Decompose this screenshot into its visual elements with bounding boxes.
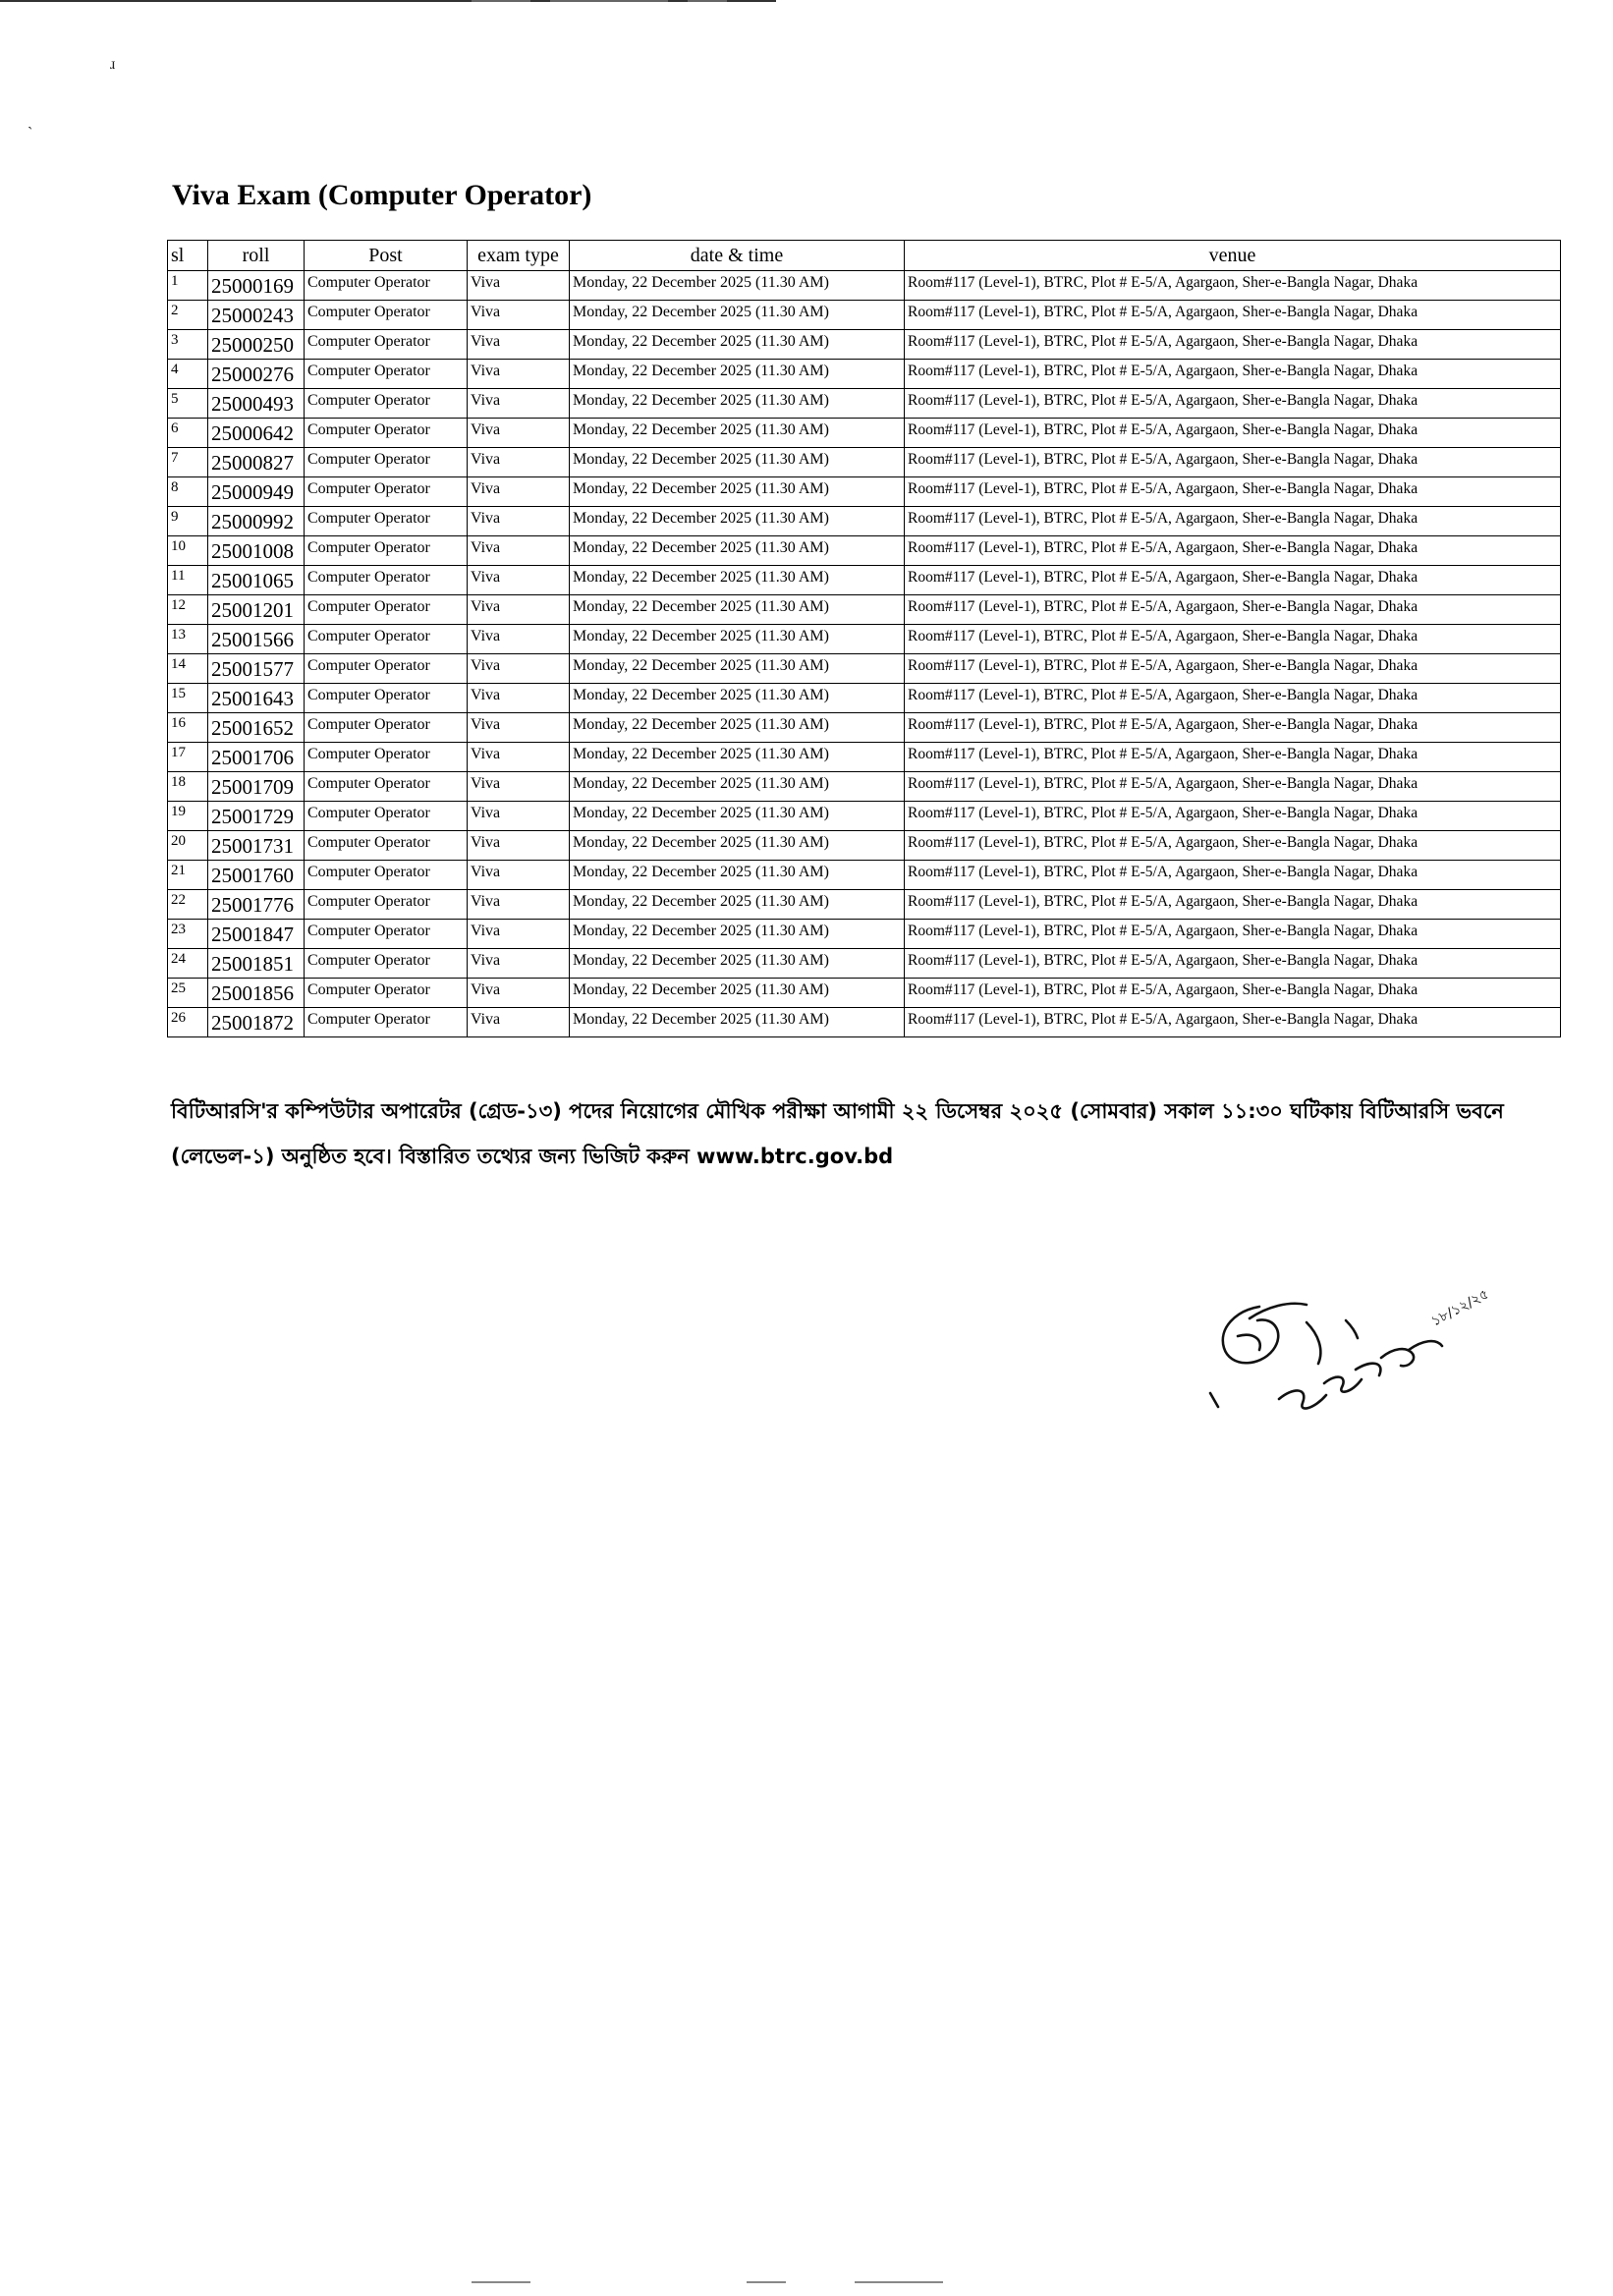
cell-date-time: Monday, 22 December 2025 (11.30 AM) bbox=[570, 477, 905, 507]
cell-date-time: Monday, 22 December 2025 (11.30 AM) bbox=[570, 890, 905, 920]
cell-venue: Room#117 (Level-1), BTRC, Plot # E-5/A, Agargaon, Sher-e-Bangla Nagar, Dhaka bbox=[905, 507, 1561, 536]
cell-exam-type: Viva bbox=[468, 360, 570, 389]
scan-edge-dash bbox=[688, 0, 727, 2]
cell-sl: 3 bbox=[168, 330, 208, 360]
cell-venue: Room#117 (Level-1), BTRC, Plot # E-5/A, Agargaon, Sher-e-Bangla Nagar, Dhaka bbox=[905, 419, 1561, 448]
table-row bbox=[168, 477, 1561, 507]
scan-speck: ˎ bbox=[28, 113, 33, 130]
header-date-time: date & time bbox=[570, 241, 905, 271]
cell-date-time: Monday, 22 December 2025 (11.30 AM) bbox=[570, 448, 905, 477]
table-row bbox=[168, 979, 1561, 1008]
cell-roll: 25001643 bbox=[208, 684, 305, 713]
cell-date-time: Monday, 22 December 2025 (11.30 AM) bbox=[570, 566, 905, 595]
table-row bbox=[168, 1008, 1561, 1037]
cell-sl: 19 bbox=[168, 802, 208, 831]
cell-date-time: Monday, 22 December 2025 (11.30 AM) bbox=[570, 920, 905, 949]
cell-roll: 25001856 bbox=[208, 979, 305, 1008]
cell-post: Computer Operator bbox=[305, 448, 468, 477]
cell-exam-type: Viva bbox=[468, 949, 570, 979]
cell-date-time: Monday, 22 December 2025 (11.30 AM) bbox=[570, 536, 905, 566]
cell-post: Computer Operator bbox=[305, 477, 468, 507]
cell-venue: Room#117 (Level-1), BTRC, Plot # E-5/A, Agargaon, Sher-e-Bangla Nagar, Dhaka bbox=[905, 831, 1561, 861]
table-row bbox=[168, 625, 1561, 654]
cell-post: Computer Operator bbox=[305, 949, 468, 979]
cell-roll: 25000949 bbox=[208, 477, 305, 507]
cell-exam-type: Viva bbox=[468, 448, 570, 477]
table-row bbox=[168, 743, 1561, 772]
cell-roll: 25000169 bbox=[208, 271, 305, 301]
cell-sl: 20 bbox=[168, 831, 208, 861]
cell-exam-type: Viva bbox=[468, 301, 570, 330]
cell-roll: 25000827 bbox=[208, 448, 305, 477]
table-row bbox=[168, 389, 1561, 419]
cell-exam-type: Viva bbox=[468, 566, 570, 595]
cell-roll: 25000250 bbox=[208, 330, 305, 360]
cell-exam-type: Viva bbox=[468, 595, 570, 625]
cell-venue: Room#117 (Level-1), BTRC, Plot # E-5/A, Agargaon, Sher-e-Bangla Nagar, Dhaka bbox=[905, 448, 1561, 477]
cell-venue: Room#117 (Level-1), BTRC, Plot # E-5/A, Agargaon, Sher-e-Bangla Nagar, Dhaka bbox=[905, 301, 1561, 330]
cell-sl: 23 bbox=[168, 920, 208, 949]
cell-venue: Room#117 (Level-1), BTRC, Plot # E-5/A, Agargaon, Sher-e-Bangla Nagar, Dhaka bbox=[905, 536, 1561, 566]
cell-post: Computer Operator bbox=[305, 360, 468, 389]
cell-post: Computer Operator bbox=[305, 979, 468, 1008]
cell-exam-type: Viva bbox=[468, 920, 570, 949]
cell-date-time: Monday, 22 December 2025 (11.30 AM) bbox=[570, 654, 905, 684]
cell-exam-type: Viva bbox=[468, 684, 570, 713]
table-row bbox=[168, 772, 1561, 802]
cell-sl: 11 bbox=[168, 566, 208, 595]
cell-post: Computer Operator bbox=[305, 831, 468, 861]
cell-venue: Room#117 (Level-1), BTRC, Plot # E-5/A, Agargaon, Sher-e-Bangla Nagar, Dhaka bbox=[905, 654, 1561, 684]
cell-roll: 25000243 bbox=[208, 301, 305, 330]
cell-exam-type: Viva bbox=[468, 654, 570, 684]
cell-exam-type: Viva bbox=[468, 625, 570, 654]
cell-roll: 25001706 bbox=[208, 743, 305, 772]
cell-post: Computer Operator bbox=[305, 625, 468, 654]
cell-date-time: Monday, 22 December 2025 (11.30 AM) bbox=[570, 419, 905, 448]
cell-roll: 25000493 bbox=[208, 389, 305, 419]
cell-exam-type: Viva bbox=[468, 536, 570, 566]
scan-edge-dash bbox=[472, 0, 530, 2]
cell-roll: 25001709 bbox=[208, 772, 305, 802]
cell-venue: Room#117 (Level-1), BTRC, Plot # E-5/A, Agargaon, Sher-e-Bangla Nagar, Dhaka bbox=[905, 979, 1561, 1008]
cell-date-time: Monday, 22 December 2025 (11.30 AM) bbox=[570, 301, 905, 330]
cell-roll: 25001201 bbox=[208, 595, 305, 625]
handwritten-signature bbox=[1198, 1277, 1492, 1444]
table-row bbox=[168, 595, 1561, 625]
bangla-notice: বিটিআরসি'র কম্পিউটার অপারেটর (গ্রেড-১৩) পদের নিয়োগের মৌখিক পরীক্ষা আগামী ২২ ডিসেম্বর ২০২৫ (সোমবার) সকাল ১১:৩০ ঘটিকায় বিটিআরসি ভবনে (লেভেল-১) অনুষ্ঠিত হবে। বিস্তারিত তথ্যের জন্য ভিজিট করুন www.btrc.gov.bd bbox=[171, 1099, 1504, 1168]
table-row bbox=[168, 890, 1561, 920]
cell-date-time: Monday, 22 December 2025 (11.30 AM) bbox=[570, 1008, 905, 1037]
table-row bbox=[168, 271, 1561, 301]
cell-post: Computer Operator bbox=[305, 802, 468, 831]
cell-venue: Room#117 (Level-1), BTRC, Plot # E-5/A, Agargaon, Sher-e-Bangla Nagar, Dhaka bbox=[905, 477, 1561, 507]
cell-date-time: Monday, 22 December 2025 (11.30 AM) bbox=[570, 949, 905, 979]
cell-post: Computer Operator bbox=[305, 507, 468, 536]
cell-date-time: Monday, 22 December 2025 (11.30 AM) bbox=[570, 861, 905, 890]
header-roll: roll bbox=[208, 241, 305, 271]
cell-sl: 8 bbox=[168, 477, 208, 507]
cell-sl: 9 bbox=[168, 507, 208, 536]
table-row bbox=[168, 360, 1561, 389]
cell-sl: 18 bbox=[168, 772, 208, 802]
document-title: Viva Exam (Computer Operator) bbox=[172, 179, 592, 211]
cell-sl: 21 bbox=[168, 861, 208, 890]
cell-date-time: Monday, 22 December 2025 (11.30 AM) bbox=[570, 360, 905, 389]
cell-roll: 25001731 bbox=[208, 831, 305, 861]
cell-sl: 6 bbox=[168, 419, 208, 448]
cell-roll: 25001008 bbox=[208, 536, 305, 566]
cell-venue: Room#117 (Level-1), BTRC, Plot # E-5/A, Agargaon, Sher-e-Bangla Nagar, Dhaka bbox=[905, 920, 1561, 949]
cell-roll: 25000642 bbox=[208, 419, 305, 448]
cell-date-time: Monday, 22 December 2025 (11.30 AM) bbox=[570, 389, 905, 419]
cell-sl: 25 bbox=[168, 979, 208, 1008]
cell-venue: Room#117 (Level-1), BTRC, Plot # E-5/A, Agargaon, Sher-e-Bangla Nagar, Dhaka bbox=[905, 566, 1561, 595]
cell-exam-type: Viva bbox=[468, 1008, 570, 1037]
cell-venue: Room#117 (Level-1), BTRC, Plot # E-5/A, Agargaon, Sher-e-Bangla Nagar, Dhaka bbox=[905, 1008, 1561, 1037]
cell-roll: 25000992 bbox=[208, 507, 305, 536]
cell-post: Computer Operator bbox=[305, 743, 468, 772]
cell-post: Computer Operator bbox=[305, 861, 468, 890]
signature-date: ১৮/১২/২৫ bbox=[1428, 1286, 1492, 1330]
cell-sl: 1 bbox=[168, 271, 208, 301]
cell-exam-type: Viva bbox=[468, 861, 570, 890]
cell-post: Computer Operator bbox=[305, 713, 468, 743]
table-body bbox=[168, 271, 1561, 1037]
cell-venue: Room#117 (Level-1), BTRC, Plot # E-5/A, Agargaon, Sher-e-Bangla Nagar, Dhaka bbox=[905, 890, 1561, 920]
cell-post: Computer Operator bbox=[305, 536, 468, 566]
cell-date-time: Monday, 22 December 2025 (11.30 AM) bbox=[570, 772, 905, 802]
cell-post: Computer Operator bbox=[305, 389, 468, 419]
scan-edge-dash bbox=[855, 2281, 943, 2283]
cell-exam-type: Viva bbox=[468, 802, 570, 831]
cell-exam-type: Viva bbox=[468, 831, 570, 861]
table-row bbox=[168, 301, 1561, 330]
table-row bbox=[168, 861, 1561, 890]
cell-date-time: Monday, 22 December 2025 (11.30 AM) bbox=[570, 271, 905, 301]
cell-post: Computer Operator bbox=[305, 654, 468, 684]
header-exam-type: exam type bbox=[468, 241, 570, 271]
cell-date-time: Monday, 22 December 2025 (11.30 AM) bbox=[570, 595, 905, 625]
cell-venue: Room#117 (Level-1), BTRC, Plot # E-5/A, Agargaon, Sher-e-Bangla Nagar, Dhaka bbox=[905, 743, 1561, 772]
cell-roll: 25001851 bbox=[208, 949, 305, 979]
cell-exam-type: Viva bbox=[468, 507, 570, 536]
cell-exam-type: Viva bbox=[468, 477, 570, 507]
cell-venue: Room#117 (Level-1), BTRC, Plot # E-5/A, Agargaon, Sher-e-Bangla Nagar, Dhaka bbox=[905, 271, 1561, 301]
cell-sl: 15 bbox=[168, 684, 208, 713]
cell-roll: 25001065 bbox=[208, 566, 305, 595]
cell-venue: Room#117 (Level-1), BTRC, Plot # E-5/A, Agargaon, Sher-e-Bangla Nagar, Dhaka bbox=[905, 595, 1561, 625]
cell-venue: Room#117 (Level-1), BTRC, Plot # E-5/A, Agargaon, Sher-e-Bangla Nagar, Dhaka bbox=[905, 330, 1561, 360]
cell-post: Computer Operator bbox=[305, 595, 468, 625]
cell-sl: 2 bbox=[168, 301, 208, 330]
cell-venue: Room#117 (Level-1), BTRC, Plot # E-5/A, Agargaon, Sher-e-Bangla Nagar, Dhaka bbox=[905, 772, 1561, 802]
cell-post: Computer Operator bbox=[305, 419, 468, 448]
cell-post: Computer Operator bbox=[305, 271, 468, 301]
cell-sl: 22 bbox=[168, 890, 208, 920]
table-row bbox=[168, 448, 1561, 477]
cell-post: Computer Operator bbox=[305, 772, 468, 802]
cell-sl: 26 bbox=[168, 1008, 208, 1037]
scan-edge-dash bbox=[472, 2281, 530, 2283]
cell-date-time: Monday, 22 December 2025 (11.30 AM) bbox=[570, 713, 905, 743]
cell-date-time: Monday, 22 December 2025 (11.30 AM) bbox=[570, 684, 905, 713]
cell-exam-type: Viva bbox=[468, 743, 570, 772]
cell-post: Computer Operator bbox=[305, 330, 468, 360]
cell-roll: 25001872 bbox=[208, 1008, 305, 1037]
table-row bbox=[168, 507, 1561, 536]
cell-post: Computer Operator bbox=[305, 684, 468, 713]
table-row bbox=[168, 654, 1561, 684]
cell-exam-type: Viva bbox=[468, 713, 570, 743]
scan-speck: ɹ bbox=[110, 56, 116, 73]
cell-date-time: Monday, 22 December 2025 (11.30 AM) bbox=[570, 507, 905, 536]
cell-date-time: Monday, 22 December 2025 (11.30 AM) bbox=[570, 802, 905, 831]
cell-date-time: Monday, 22 December 2025 (11.30 AM) bbox=[570, 625, 905, 654]
cell-post: Computer Operator bbox=[305, 566, 468, 595]
cell-venue: Room#117 (Level-1), BTRC, Plot # E-5/A, Agargaon, Sher-e-Bangla Nagar, Dhaka bbox=[905, 802, 1561, 831]
cell-venue: Room#117 (Level-1), BTRC, Plot # E-5/A, Agargaon, Sher-e-Bangla Nagar, Dhaka bbox=[905, 861, 1561, 890]
table-row bbox=[168, 920, 1561, 949]
table-row bbox=[168, 684, 1561, 713]
cell-sl: 17 bbox=[168, 743, 208, 772]
cell-sl: 13 bbox=[168, 625, 208, 654]
cell-venue: Room#117 (Level-1), BTRC, Plot # E-5/A, Agargaon, Sher-e-Bangla Nagar, Dhaka bbox=[905, 389, 1561, 419]
table-header-row bbox=[168, 241, 1561, 271]
cell-exam-type: Viva bbox=[468, 772, 570, 802]
viva-exam-table bbox=[167, 240, 1561, 1037]
cell-roll: 25001847 bbox=[208, 920, 305, 949]
cell-date-time: Monday, 22 December 2025 (11.30 AM) bbox=[570, 831, 905, 861]
header-post: Post bbox=[305, 241, 468, 271]
cell-roll: 25000276 bbox=[208, 360, 305, 389]
cell-venue: Room#117 (Level-1), BTRC, Plot # E-5/A, Agargaon, Sher-e-Bangla Nagar, Dhaka bbox=[905, 360, 1561, 389]
cell-sl: 7 bbox=[168, 448, 208, 477]
table-row bbox=[168, 802, 1561, 831]
header-sl: sl bbox=[168, 241, 208, 271]
cell-sl: 4 bbox=[168, 360, 208, 389]
cell-post: Computer Operator bbox=[305, 1008, 468, 1037]
cell-date-time: Monday, 22 December 2025 (11.30 AM) bbox=[570, 979, 905, 1008]
header-venue: venue bbox=[905, 241, 1561, 271]
table-row bbox=[168, 949, 1561, 979]
cell-venue: Room#117 (Level-1), BTRC, Plot # E-5/A, Agargaon, Sher-e-Bangla Nagar, Dhaka bbox=[905, 713, 1561, 743]
table-row bbox=[168, 713, 1561, 743]
table-row bbox=[168, 419, 1561, 448]
cell-exam-type: Viva bbox=[468, 890, 570, 920]
cell-exam-type: Viva bbox=[468, 979, 570, 1008]
table-row bbox=[168, 566, 1561, 595]
table-row bbox=[168, 330, 1561, 360]
cell-roll: 25001566 bbox=[208, 625, 305, 654]
cell-roll: 25001776 bbox=[208, 890, 305, 920]
cell-roll: 25001577 bbox=[208, 654, 305, 684]
cell-sl: 5 bbox=[168, 389, 208, 419]
table-row bbox=[168, 831, 1561, 861]
cell-post: Computer Operator bbox=[305, 920, 468, 949]
cell-roll: 25001729 bbox=[208, 802, 305, 831]
cell-exam-type: Viva bbox=[468, 419, 570, 448]
cell-venue: Room#117 (Level-1), BTRC, Plot # E-5/A, Agargaon, Sher-e-Bangla Nagar, Dhaka bbox=[905, 625, 1561, 654]
cell-date-time: Monday, 22 December 2025 (11.30 AM) bbox=[570, 330, 905, 360]
scan-edge-dash bbox=[550, 0, 668, 2]
cell-sl: 24 bbox=[168, 949, 208, 979]
scan-edge-dash bbox=[747, 2281, 786, 2283]
cell-exam-type: Viva bbox=[468, 330, 570, 360]
cell-exam-type: Viva bbox=[468, 271, 570, 301]
cell-exam-type: Viva bbox=[468, 389, 570, 419]
cell-venue: Room#117 (Level-1), BTRC, Plot # E-5/A, Agargaon, Sher-e-Bangla Nagar, Dhaka bbox=[905, 684, 1561, 713]
cell-post: Computer Operator bbox=[305, 301, 468, 330]
cell-sl: 16 bbox=[168, 713, 208, 743]
cell-sl: 14 bbox=[168, 654, 208, 684]
cell-roll: 25001652 bbox=[208, 713, 305, 743]
cell-sl: 12 bbox=[168, 595, 208, 625]
table-row bbox=[168, 536, 1561, 566]
cell-date-time: Monday, 22 December 2025 (11.30 AM) bbox=[570, 743, 905, 772]
cell-venue: Room#117 (Level-1), BTRC, Plot # E-5/A, Agargaon, Sher-e-Bangla Nagar, Dhaka bbox=[905, 949, 1561, 979]
cell-roll: 25001760 bbox=[208, 861, 305, 890]
cell-sl: 10 bbox=[168, 536, 208, 566]
cell-post: Computer Operator bbox=[305, 890, 468, 920]
